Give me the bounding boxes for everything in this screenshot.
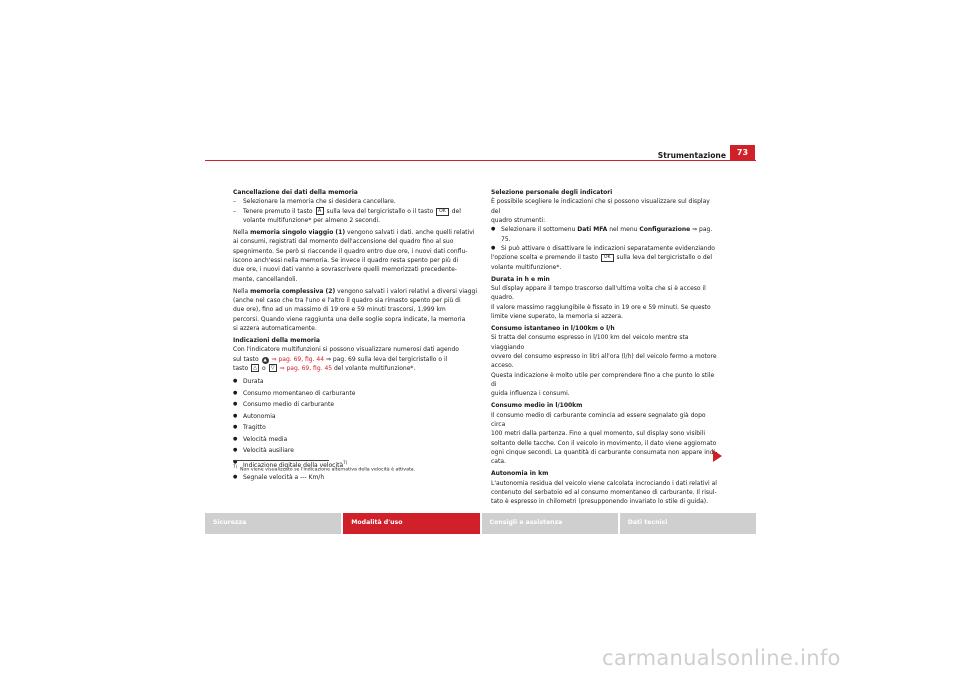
list-item: ● Indicazione digitale della velocità$^{7)}$ [233, 457, 481, 472]
list-item: ● Consumo momentaneo di carburante [233, 388, 481, 400]
list-item: ● Durata [233, 376, 481, 388]
tab-dati-tecnici[interactable]: Dati tecnici [620, 513, 756, 534]
list-item: ● Selezionare il sottomenu Dati MFA nel menu Configurazione ⇒ pag. 75. [491, 225, 719, 244]
paragraph-duration: Sul display appare il tempo trascorso dall'ultima volta che si è acceso il quadro. [491, 285, 706, 302]
heading-selection: Selezione personale degli indicatori [491, 189, 613, 196]
tab-consigli-assistenza[interactable]: Consigli e assistenza [482, 513, 618, 534]
up-key-icon: △ [251, 364, 259, 372]
tab-sicurezza[interactable]: Sicurezza [205, 513, 341, 534]
paragraph-total: Nella memoria complessiva (2) vengono salvati i valori relativi a diversi viaggi (anche nel caso che tra l'uno e l'altro il quadro sia rimasto spento per più di due ore), fino ad un massimo di 19 ore e 59 minuti trascorsi, 1,999 km percorsi. Quando viene raggiunta una delle soglie sopra indicate, la memoria si azzera automaticamente. [233, 287, 477, 332]
paragraph-indications: Con l'indicatore multifunzioni si possono visualizzare numerosi dati agendo sul tasto ▲ ⇒ pag. 69, fig. 44 ⇒ pag. 69 sulla leva del tergicristallo o il tasto △ o ▽ ⇒ pag. 69, fig. 45 del volante multifunzione*. [233, 346, 459, 372]
paragraph-single-trip: Nella memoria singolo viaggio (1) vengono salvati i dati. anche quelli relativi ai consumi, registrati dal momento dell'accensione del quadro fino al suo spegnimento. Se però si riaccende il quadro entro due ore, i nuovi dati conflu- iscono anch'essi nella memoria. Se invece il quadro resta spento per più di due ore, i nuovi dati vanno a sovrascrivere quelli memorizzati precedente- mente, cancellandoli. [233, 228, 475, 283]
paragraph-average-consumption: Il consumo medio di carburante comincia ad essere segnalato già dopo circa 100 metri dalla partenza. Fino a quel momento, sul display sono visibili soltanto delle tacche. Con il veicolo in movimento, il dato viene aggiornato ogni cinque secondi. La quantità di carburante consumata non appare indi- cata. [491, 411, 718, 466]
paragraph-instant-consumption-note: Questa indicazione è molto utile per comprendere fino a che punto lo stile di guida influenza i consumi. [491, 371, 715, 398]
button-circle-icon: ▲ [263, 357, 267, 363]
header-rule [205, 160, 756, 161]
list-item: ● Velocità ausiliare [233, 445, 481, 457]
next-page-arrow-icon[interactable] [713, 450, 722, 462]
chapter-tabs [205, 513, 756, 534]
step-2: – Tenere premuto il tasto A sulla leva del tergicristallo o il tasto OK del volante multifunzione* per almeno 2 secondi. [233, 207, 461, 225]
list-item: ● Autonomia [233, 411, 481, 423]
heading-range: Autonomia in km [491, 470, 549, 478]
paragraph-range: L'autonomia residua del veicolo viene calcolata incrociando i dati relativi al contenuto del serbatoio ed al consumo momentaneo di carburante. Il risul- tato è espresso in chilometri (presupponendo invariato lo stile di guida). [491, 479, 717, 506]
cross-reference-link[interactable]: ⇒ pag. 69, fig. 44 [271, 355, 325, 363]
ok-key-icon: OK [601, 254, 614, 262]
list-item: ● Segnale velocità a --- Km/h [233, 472, 481, 484]
cross-reference-link[interactable]: ⇒ pag. 69, fig. 45 [279, 364, 333, 372]
heading-cancel: Cancellazione dei dati della memoria [233, 189, 358, 196]
list-item: ● Tragitto [233, 422, 481, 434]
heading-indications: Indicazioni della memoria [233, 336, 320, 344]
list-item: ● Si può attivare o disattivare le indicazioni separatamente evidenziando [491, 244, 719, 253]
heading-average-consumption: Consumo medio in l/100km [491, 402, 583, 410]
paragraph-instant-consumption: Si tratta del consumo espresso in l/100 km del veicolo mentre sta viaggiando ovvero del consumo espresso in litri all'ora (l/h) del veicolo fermo a motore acceso. [491, 334, 717, 370]
heading-instant-consumption: Consumo istantaneo in l/100km o l/h [491, 325, 615, 332]
page-section-title: Strumentazione [657, 151, 726, 160]
ok-key-icon: OK [436, 208, 449, 216]
watermark: carmanualsonline.info [602, 646, 841, 670]
down-key-icon: ▽ [269, 364, 277, 372]
a-key-icon: A [316, 207, 324, 215]
page-number: 73 [730, 145, 755, 160]
paragraph-duration-max: Il valore massimo raggiungibile è fissato in 19 ore e 59 minuti. Se questo limite viene superato, la memoria si azzera. [491, 303, 711, 321]
footnote: $^{7)}$ Non viene visualizzato se l'indicazione alternativa della velocità è attivata. [233, 464, 416, 473]
footnote-rule [233, 460, 329, 461]
list-item: ● Velocità media [233, 434, 481, 446]
step-1: – Selezionare la memoria che si desidera cancellare. [233, 198, 396, 206]
list-item: ● Consumo medio di carburante [233, 399, 481, 411]
left-column [233, 188, 481, 483]
tab-modalita-uso[interactable]: Modalità d'uso [343, 513, 479, 534]
right-column [491, 188, 719, 507]
heading-duration: Durata in h e min [491, 275, 550, 283]
paragraph-option: l'opzione scelta e premendo il tasto OK sulla leva del tergicristallo o del volante multifunzione*. [491, 254, 713, 271]
paragraph-selection: È possibile scegliere le indicazioni che si possono visualizzare sul display del quadro strumenti: [491, 198, 710, 225]
